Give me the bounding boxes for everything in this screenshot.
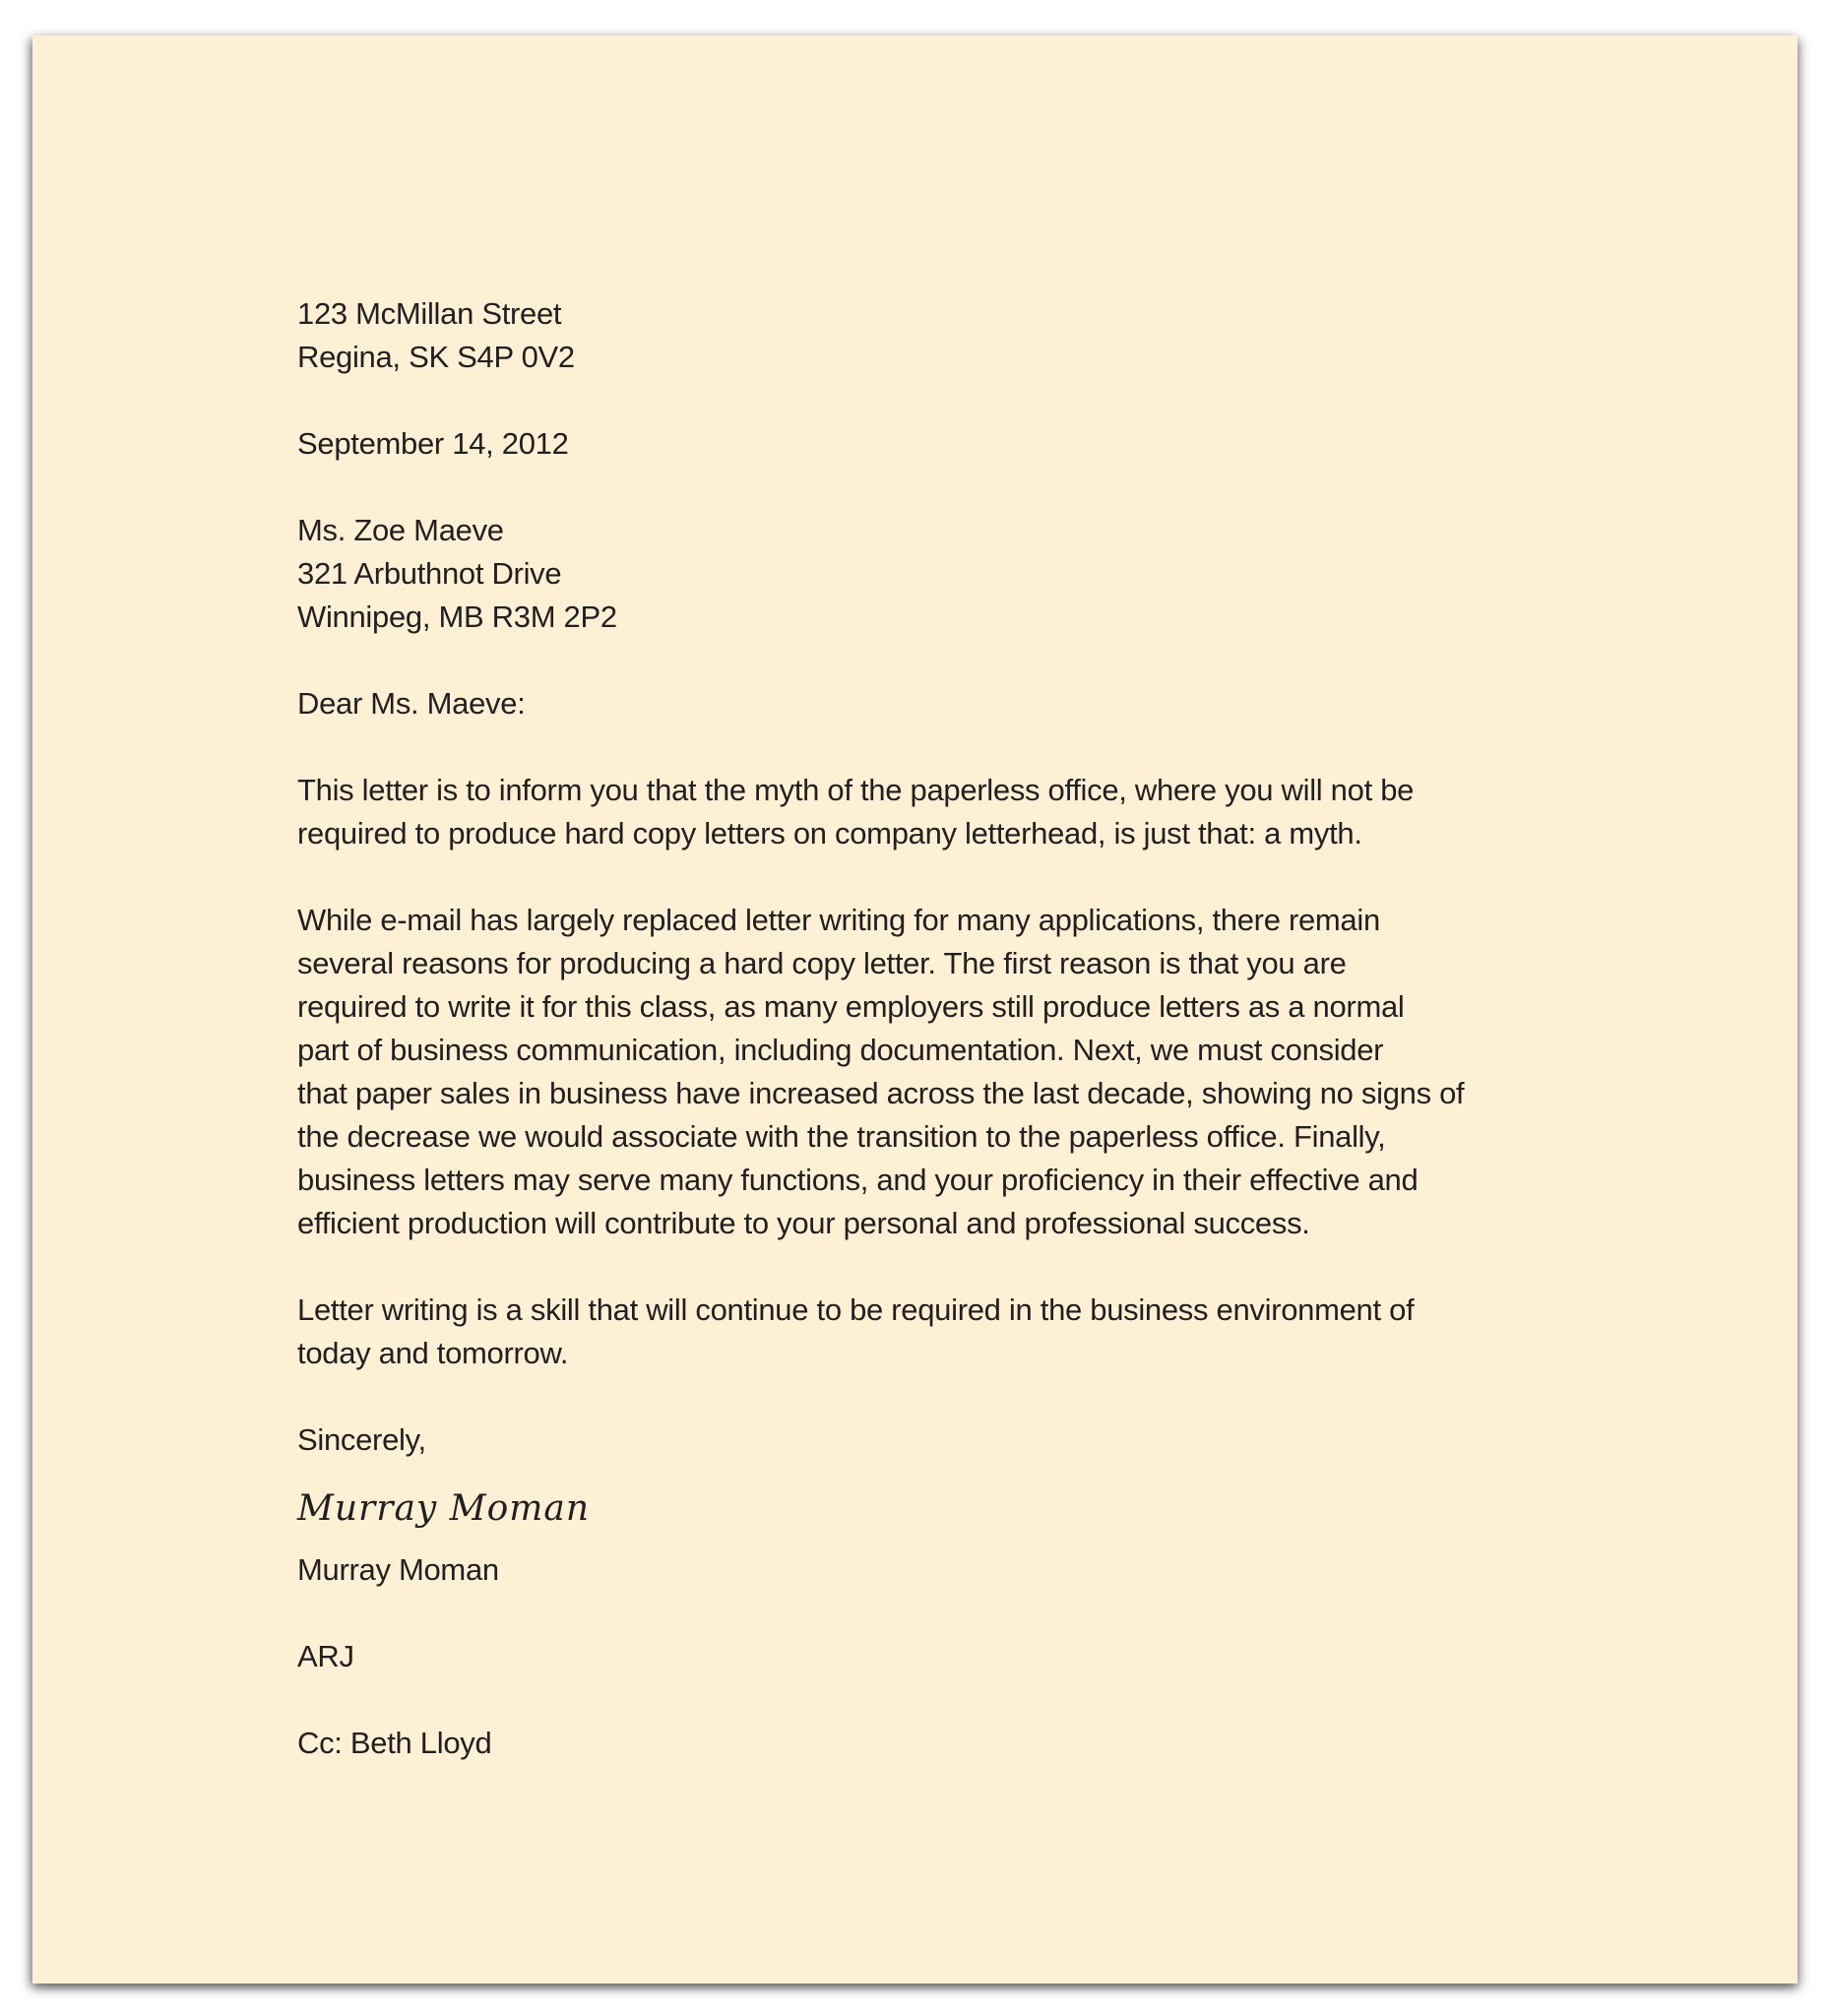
recipient-line: 321 Arbuthnot Drive <box>297 556 562 591</box>
paragraph-line: today and tomorrow. <box>297 1336 569 1370</box>
paragraph-line: several reasons for producing a hard copy letter. The first reason is that you are <box>297 946 1347 980</box>
body-paragraph-2 <box>297 899 1464 1245</box>
recipient-line: Winnipeg, MB R3M 2P2 <box>297 599 617 634</box>
sender-address-line: 123 McMillan Street <box>297 296 562 331</box>
recipient-line: Ms. Zoe Maeve <box>297 513 504 547</box>
paragraph-line: business letters may serve many functions, and your proficiency in their effective and <box>297 1163 1419 1197</box>
handwritten-signature: Murray Moman <box>297 1488 591 1529</box>
body-paragraph-1 <box>297 769 1464 855</box>
letter-paper <box>32 35 1798 1984</box>
closing: Sincerely, <box>297 1422 426 1457</box>
letter-date: September 14, 2012 <box>297 426 569 461</box>
paragraph-line: This letter is to inform you that the myth of the paperless office, where you will not be <box>297 773 1415 807</box>
typist-initials: ARJ <box>297 1639 354 1673</box>
paragraph-line: the decrease we would associate with the transition to the paperless office. Finally, <box>297 1119 1386 1154</box>
paragraph-line: efficient production will contribute to your personal and professional success. <box>297 1206 1310 1240</box>
paragraph-line: required to write it for this class, as many employers still produce letters as a normal <box>297 989 1405 1024</box>
sender-name: Murray Moman <box>297 1552 499 1587</box>
body-paragraph-3 <box>297 1289 1464 1375</box>
paragraph-line: Letter writing is a skill that will continue to be required in the business environment of <box>297 1292 1415 1327</box>
paragraph-line: While e-mail has largely replaced letter writing for many applications, there remain <box>297 903 1380 937</box>
paragraph-line: part of business communication, including documentation. Next, we must consider <box>297 1033 1384 1067</box>
cc-line: Cc: Beth Lloyd <box>297 1726 492 1760</box>
business-letter <box>297 292 1464 1765</box>
salutation: Dear Ms. Maeve: <box>297 686 526 721</box>
paragraph-line: required to produce hard copy letters on company letterhead, is just that: a myth. <box>297 816 1362 850</box>
sender-address-line: Regina, SK S4P 0V2 <box>297 340 575 374</box>
paragraph-line: that paper sales in business have increased across the last decade, showing no signs of <box>297 1076 1465 1110</box>
